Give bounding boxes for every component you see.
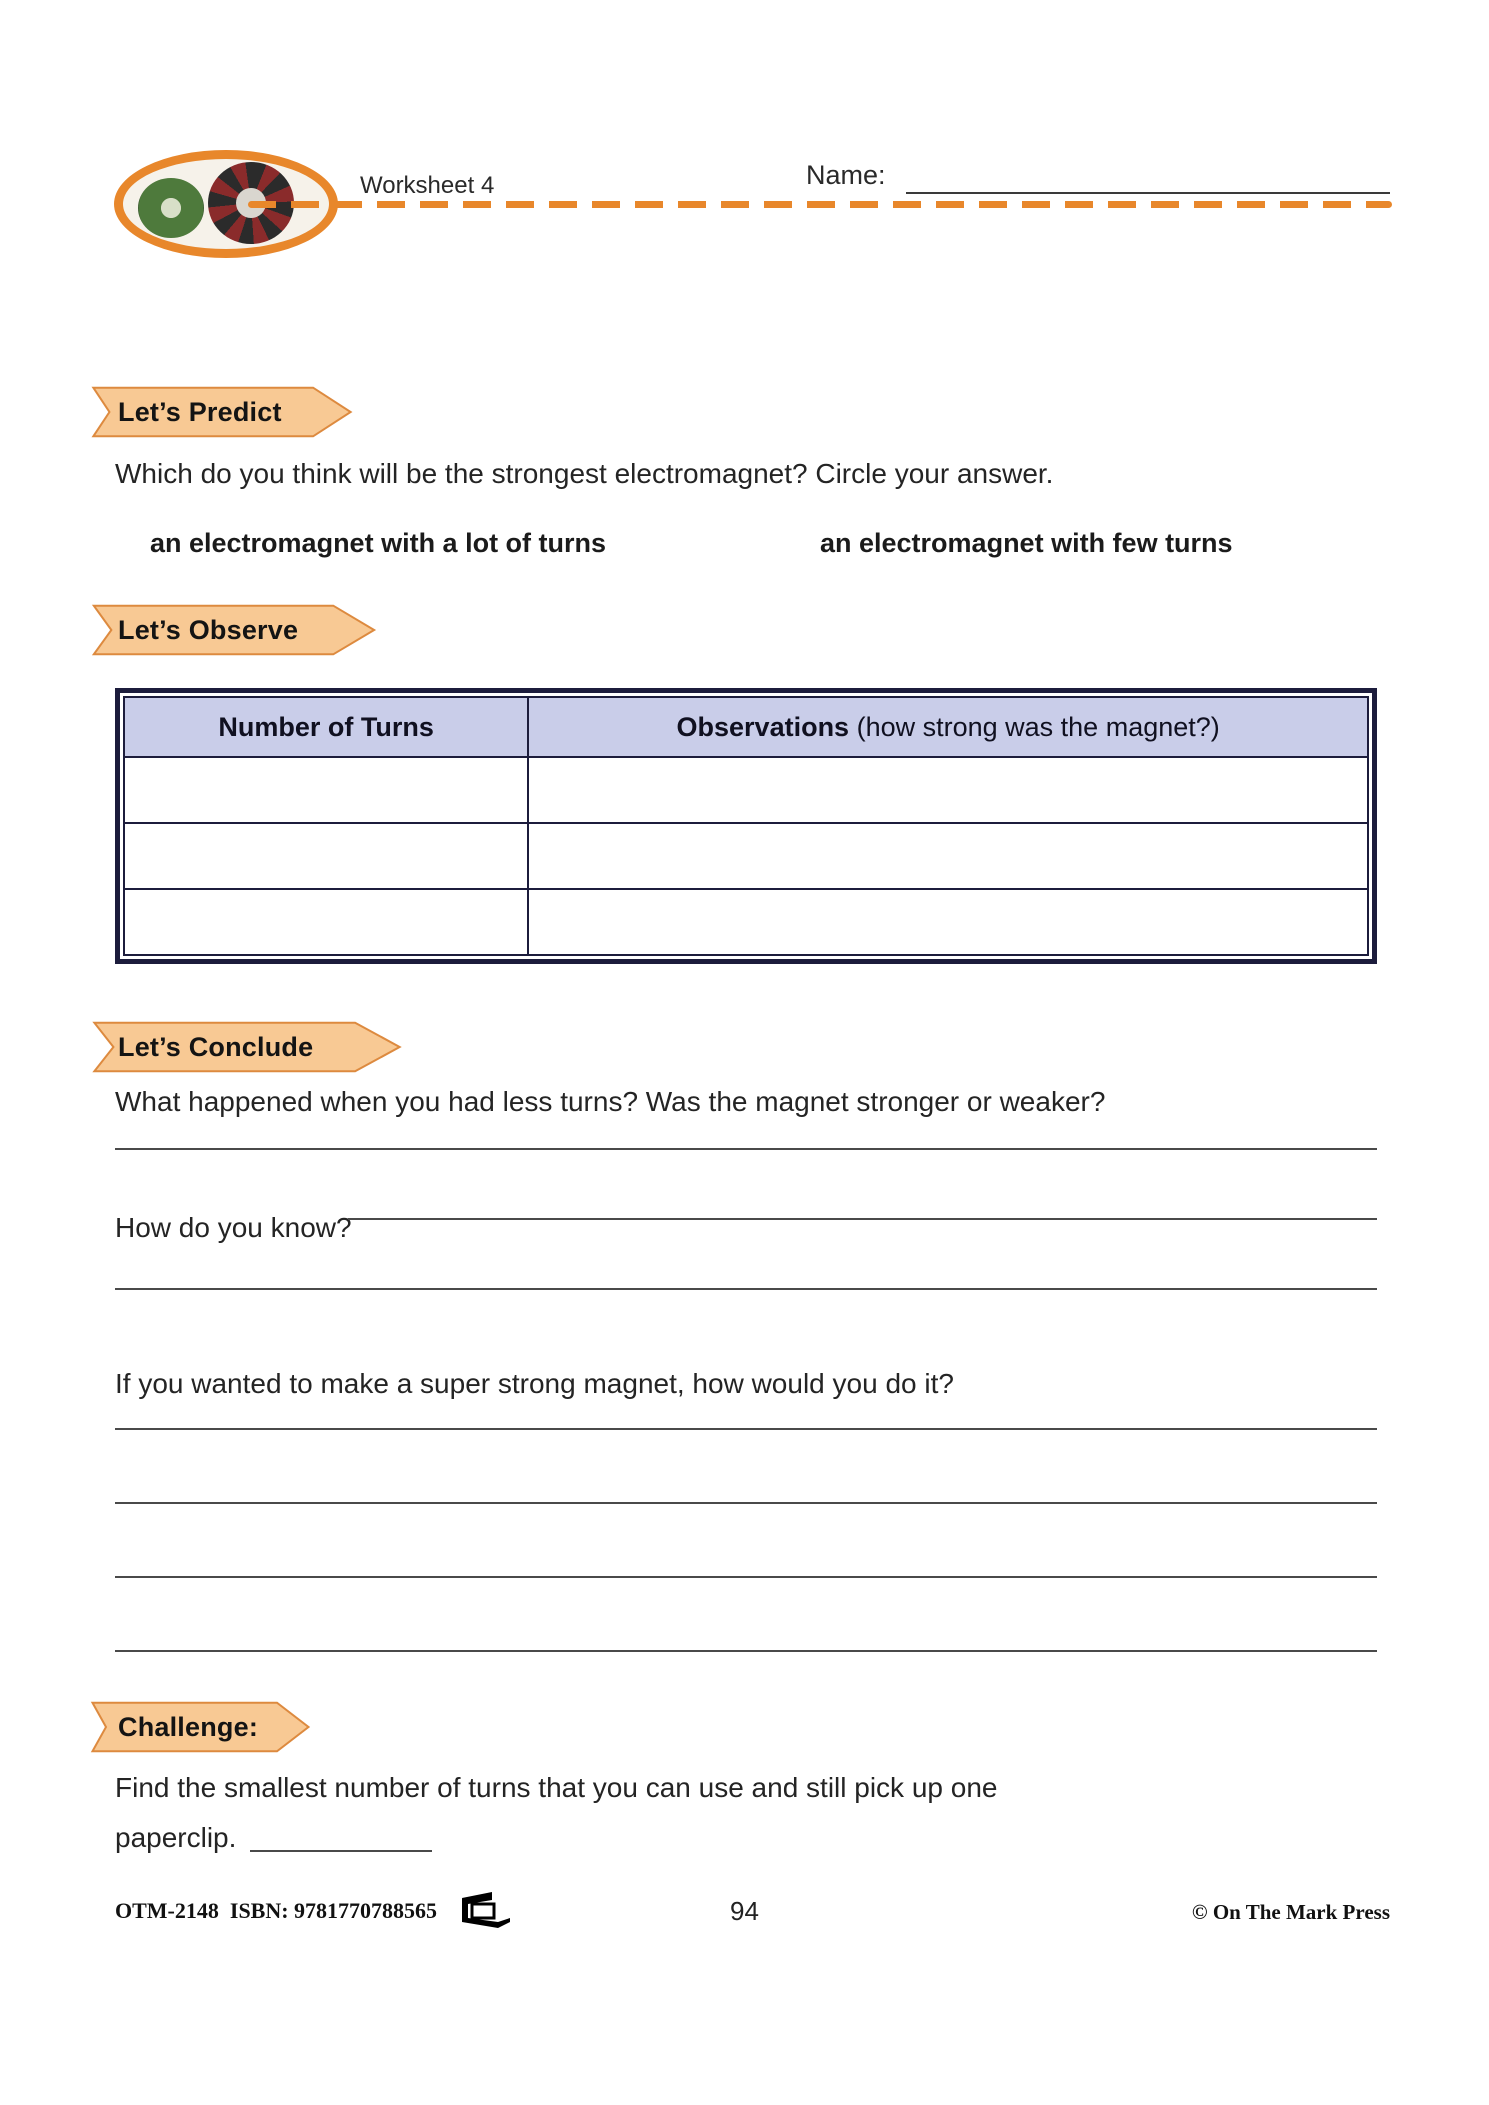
green-coil-image [138, 178, 204, 238]
col-header-number-of-turns: Number of Turns [124, 697, 528, 757]
predict-option-many-turns: an electromagnet with a lot of turns [150, 528, 607, 558]
banner-lets-conclude [88, 1020, 406, 1074]
challenge-text-line2: paperclip. [115, 1822, 237, 1853]
name-answer-line [906, 192, 1390, 194]
conclude-question-3: If you wanted to make a super strong magnet, how would you do it? [115, 1368, 954, 1399]
turns-cell [124, 889, 528, 955]
turns-cell [124, 823, 528, 889]
banner-lets-observe [88, 603, 380, 657]
worksheet-number-label: Worksheet 4 [360, 172, 495, 199]
answer-line [115, 1576, 1377, 1578]
predict-option-few-turns: an electromagnet with few turns [820, 528, 1233, 558]
dashed-divider [248, 201, 1392, 208]
table-row [124, 823, 1368, 889]
answer-line [348, 1218, 1377, 1220]
answer-line [115, 1650, 1377, 1652]
page-number: 94 [730, 1896, 759, 1926]
observations-table [115, 688, 1377, 964]
name-label: Name: [806, 160, 886, 190]
banner-label: Let’s Observe [118, 614, 299, 645]
answer-line [115, 1502, 1377, 1504]
predict-question: Which do you think will be the strongest electromagnet? Circle your answer. [115, 458, 1054, 489]
observation-cell [528, 823, 1368, 889]
col-header-observations: Observations (how strong was the magnet?) [528, 697, 1368, 757]
table-header-row [124, 697, 1368, 757]
banner-label: Let’s Conclude [118, 1031, 314, 1062]
answer-line [115, 1428, 1377, 1430]
banner-label: Challenge: [118, 1711, 259, 1742]
banner-lets-predict [88, 385, 356, 439]
observation-cell [528, 757, 1368, 823]
answer-line [115, 1288, 1377, 1290]
conclude-question-2: How do you know? [115, 1212, 352, 1243]
observation-cell [528, 889, 1368, 955]
banner-label: Let’s Predict [118, 396, 282, 427]
table-row [124, 889, 1368, 955]
banner-challenge [88, 1700, 313, 1754]
answer-line [250, 1822, 432, 1852]
conclude-question-1: What happened when you had less turns? Was the magnet stronger or weaker? [115, 1086, 1106, 1117]
turns-cell [124, 757, 528, 823]
footer-copyright: © On The Mark Press [1191, 1900, 1390, 1924]
challenge-text-line1: Find the smallest number of turns that you can use and still pick up one [115, 1772, 998, 1803]
table-row [124, 757, 1368, 823]
answer-line [115, 1148, 1377, 1150]
footer-isbn: OTM-2148 ISBN: 9781770788565 [115, 1898, 438, 1923]
